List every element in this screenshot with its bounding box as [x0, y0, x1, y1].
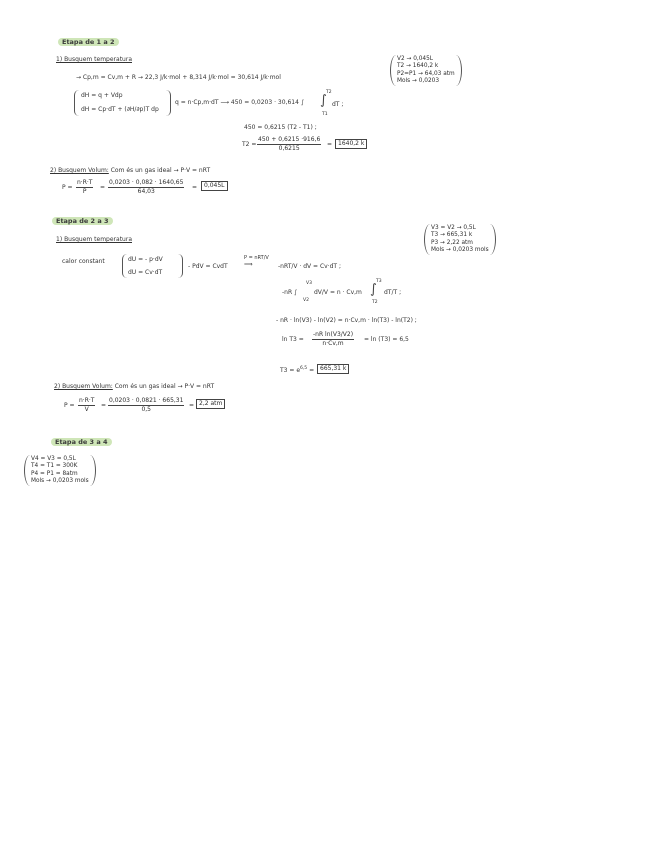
- step-volume-text: Com és un gas ideal → P·V = nRT: [110, 167, 211, 174]
- state-1-2-mols: Mols → 0,0203: [397, 77, 440, 84]
- p-den-2: 0,5: [141, 406, 151, 413]
- integral-lower: T1: [322, 112, 328, 117]
- v-result: 0,045L: [201, 181, 228, 191]
- v-fraction-1: [76, 179, 93, 196]
- pdv-eq: - PdV = CvdT: [188, 263, 228, 270]
- state-3-4-v: V4 = V3 = 0,5L: [31, 456, 76, 462]
- int-v-lower: V2: [303, 298, 309, 303]
- t3-eq: =: [309, 367, 315, 374]
- p-fraction-1: [78, 397, 95, 414]
- integral-upper: T2: [326, 90, 332, 95]
- calor-constant: calor constant: [62, 258, 105, 265]
- p-num-1: n·R·T: [79, 397, 95, 404]
- int-t-upper: T3: [376, 279, 382, 284]
- ln-t3-fraction: [312, 331, 354, 348]
- step-volume-label-2: 2) Busquem Volum:: [54, 383, 113, 390]
- right-brace: [166, 90, 171, 116]
- arrow-label: P = nRT/V: [244, 255, 269, 261]
- ln-t3-num: -nR ln(V3/V2): [313, 331, 354, 338]
- int-t-lower: T2: [372, 300, 378, 305]
- section-title-1-2: Etapa de 1 a 2: [58, 38, 119, 46]
- du-eq-1: dU = - p·dV: [128, 256, 163, 263]
- int-eq-b: dV/V = n · Cv,m: [314, 289, 362, 296]
- step-volume: [50, 167, 210, 175]
- cp-equation: → Cp,m = Cv,m + R → 22,3 J/k·mol + 8,314 J/k·mol = 30,614 J/k·mol: [76, 74, 281, 81]
- t2-result: 1640,2 k: [335, 139, 367, 149]
- p-lhs: P =: [64, 402, 75, 409]
- state-1-2-v: V2 → 0,045L: [397, 56, 434, 62]
- left-brace: [74, 90, 79, 116]
- v-den-1: P: [82, 188, 87, 195]
- du-right-brace: [178, 254, 183, 278]
- du-eq-2: dU = Cv·dT: [128, 269, 163, 276]
- int-v-upper: V3: [306, 281, 312, 286]
- t2-fraction: [257, 136, 321, 153]
- dh-eq-1: dH = q + Vdp: [81, 92, 123, 99]
- int-eq-a: -nR ∫: [282, 289, 298, 296]
- state-3-4-t: T4 = T1 = 300K: [31, 463, 78, 470]
- step-temperature-label-2: 1) Busquem temperatura: [56, 236, 132, 243]
- du-left-brace: [122, 254, 127, 278]
- ln-t3-rhs: = ln (T3) = 6,5: [364, 336, 409, 343]
- p-eq-2: =: [189, 402, 195, 409]
- v-num-1: n·R·T: [77, 179, 93, 186]
- step-volume-label: 2) Busquem Volum:: [50, 167, 109, 174]
- integral-sign-2: ∫: [370, 282, 377, 297]
- state-1-2: [390, 55, 462, 86]
- t3-result: 665,31 k: [317, 364, 349, 374]
- state-2-3-t: T3 → 665,31 k: [431, 232, 473, 239]
- p-num-2: 0,0203 · 0,0821 · 665,31: [109, 397, 184, 404]
- state-3-4: [24, 455, 96, 486]
- t2-lhs: T2 =: [242, 141, 257, 148]
- integral-sign: ∫: [320, 93, 327, 108]
- p-result: 2,2 atm: [196, 399, 225, 409]
- t2-equals: =: [327, 141, 333, 148]
- p-fraction-2: [108, 397, 184, 414]
- p-eq-1: =: [101, 402, 107, 409]
- v-num-2: 0,0203 · 0,082 · 1640,65: [109, 179, 184, 186]
- ln-t3-den: n·Cv,m: [322, 340, 344, 347]
- ideal-sub-eq: -nRT/V · dV = Cv·dT ;: [278, 263, 342, 270]
- temp-equation: 450 = 0,6215 (T2 - T1) ;: [244, 124, 317, 131]
- state-1-2-t: T2 → 1640,2 k: [397, 63, 439, 70]
- state-2-3-v: V3 = V2 → 0,5L: [431, 225, 476, 231]
- v-eq-1: =: [100, 184, 106, 191]
- section-title-3-4: Etapa de 3 a 4: [51, 438, 112, 446]
- state-2-3-p: P3 → 2,22 atm: [431, 239, 473, 246]
- q-equation: q = n·Cp,m·dT ⟶ 450 = 0,0203 · 30,614 ∫: [175, 99, 304, 106]
- section-title-2-3: Etapa de 2 a 3: [52, 217, 113, 225]
- t3-exp: 6,5: [300, 366, 308, 371]
- step-volume-2: [54, 383, 214, 391]
- t2-denominator: 0,6215: [278, 145, 300, 152]
- v-fraction-2: [108, 179, 184, 196]
- state-3-4-p: P4 = P1 = 8atm: [31, 470, 78, 477]
- t2-numerator: 450 + 0,6215 ·916,6: [258, 136, 321, 143]
- long-arrow: ⟹: [244, 261, 253, 268]
- t3-base: T3 = e: [280, 367, 301, 374]
- dh-eq-2: dH = Cp·dT + (∂H/∂p)T dp: [81, 106, 159, 113]
- v-den-2: 64,03: [137, 188, 155, 195]
- v-lhs: P =: [62, 184, 73, 191]
- integral-tail: dT ;: [332, 101, 344, 108]
- v-eq-2: =: [192, 184, 198, 191]
- t3-lhs: [280, 365, 314, 375]
- step-temperature-label: 1) Busquem temperatura: [56, 56, 132, 63]
- step-volume-text-2: Com és un gas ideal → P·V = nRT: [114, 383, 215, 390]
- state-2-3: [424, 224, 496, 255]
- ln-equation: - nR · ln(V3) - ln(V2) = n·Cv,m · ln(T3) - ln(T2) ;: [276, 317, 417, 324]
- state-2-3-mols: Mols → 0,0203 mols: [431, 246, 489, 253]
- p-den-1: V: [84, 406, 89, 413]
- int-eq-d: dT/T ;: [384, 289, 402, 296]
- state-1-2-p: P2=P1 → 64,03 atm: [397, 70, 455, 77]
- ln-t3-lhs: ln T3 =: [282, 336, 304, 343]
- state-3-4-mols: Mols → 0,0203 mols: [31, 477, 89, 484]
